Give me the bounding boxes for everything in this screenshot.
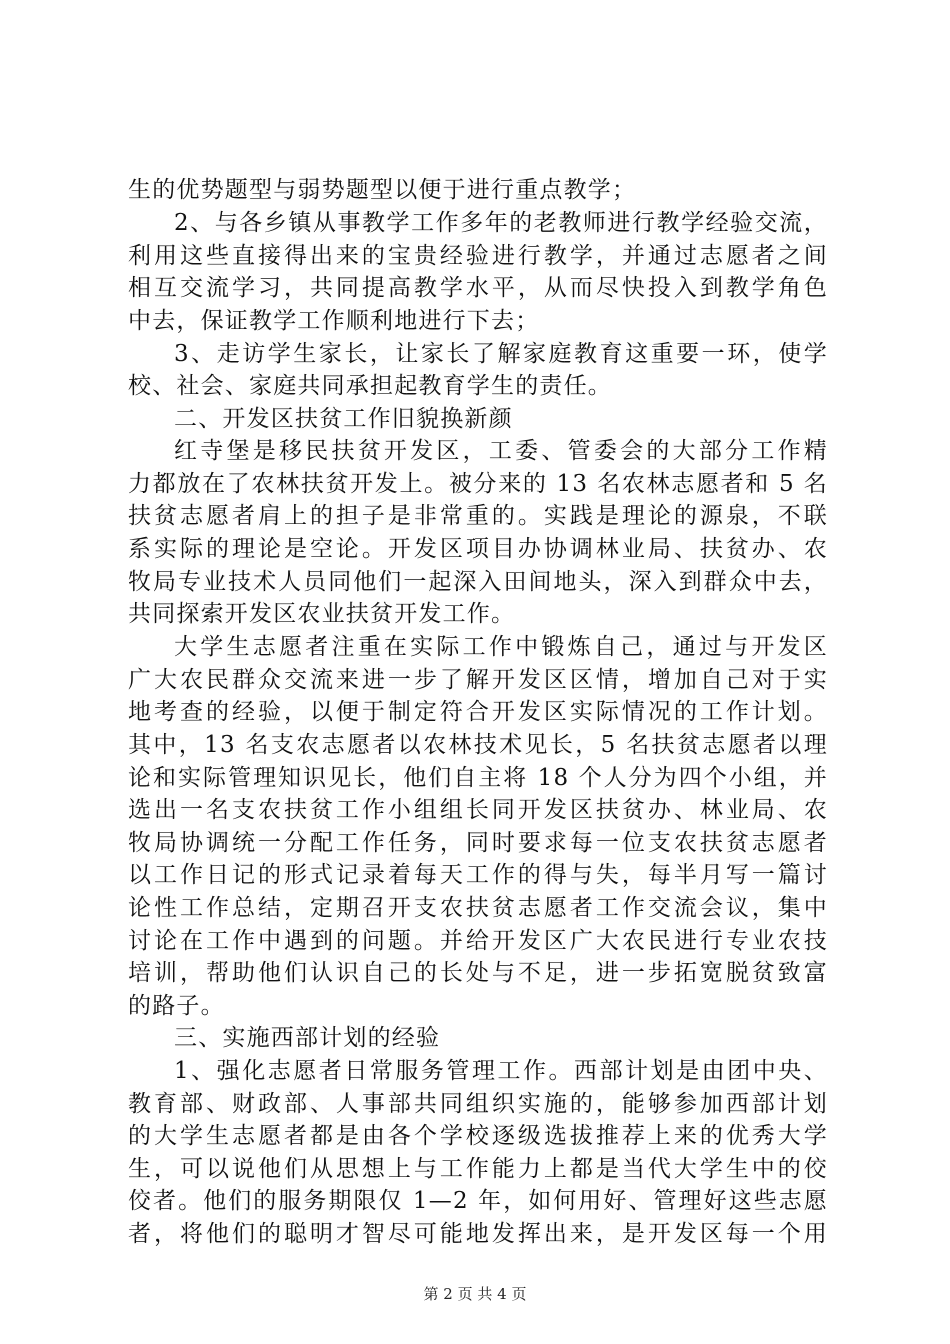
text-line: 1、强化志愿者日常服务管理工作。西部计划是由团中央、 xyxy=(174,1058,828,1084)
text-line: 扶贫志愿者肩上的担子是非常重的。实践是理论的源泉，不联 xyxy=(128,503,828,529)
text-line: 系实际的理论是空论。开发区项目办协调林业局、扶贫办、农 xyxy=(128,536,828,562)
text-line: 讨论在工作中遇到的问题。并给开发区广大农民进行专业农技 xyxy=(128,928,828,954)
text-line: 2、与各乡镇从事教学工作多年的老教师进行教学经验交流， xyxy=(174,210,828,236)
text-line: 者，将他们的聪明才智尽可能地发挥出来，是开发区每一个用 xyxy=(128,1221,828,1247)
text-line: 地考查的经验，以便于制定符合开发区实际情况的工作计划。 xyxy=(128,699,828,725)
text-line: 培训，帮助他们认识自己的长处与不足，进一步拓宽脱贫致富 xyxy=(128,960,828,986)
text-line: 佼者。他们的服务期限仅 1—2 年，如何用好、管理好这些志愿 xyxy=(128,1188,828,1214)
text-line: 其中，13 名支农志愿者以农林技术见长，5 名扶贫志愿者以理 xyxy=(128,732,828,758)
text-line: 校、社会、家庭共同承担起教育学生的责任。 xyxy=(128,373,612,399)
text-line: 生，可以说他们从思想上与工作能力上都是当代大学生中的佼 xyxy=(128,1156,828,1182)
text-line: 牧局专业技术人员同他们一起深入田间地头，深入到群众中去， xyxy=(128,569,828,595)
text-line: 生的优势题型与弱势题型以便于进行重点教学； xyxy=(128,177,637,203)
text-line: 红寺堡是移民扶贫开发区，工委、管委会的大部分工作精 xyxy=(174,438,828,464)
text-line: 的大学生志愿者都是由各个学校逐级选拔推荐上来的优秀大学 xyxy=(128,1123,828,1149)
text-line: 广大农民群众交流来进一步了解开发区区情，增加自己对于实 xyxy=(128,667,828,693)
text-line: 教育部、财政部、人事部共同组织实施的，能够参加西部计划 xyxy=(128,1091,828,1117)
text-line: 3、走访学生家长，让家长了解家庭教育这重要一环，使学 xyxy=(174,341,828,367)
text-line: 选出一名支农扶贫工作小组组长同开发区扶贫办、林业局、农 xyxy=(128,797,828,823)
text-line: 以工作日记的形式记录着每天工作的得与失，每半月写一篇讨 xyxy=(128,862,828,888)
text-line: 共同探索开发区农业扶贫开发工作。 xyxy=(128,601,516,627)
text-line: 论和实际管理知识见长，他们自主将 18 个人分为四个小组，并 xyxy=(128,765,828,791)
page-number-footer: 第 2 页 共 4 页 xyxy=(423,1285,527,1303)
text-line: 的路子。 xyxy=(128,993,225,1019)
text-line: 论性工作总结，定期召开支农扶贫志愿者工作交流会议，集中 xyxy=(128,895,828,921)
text-line: 牧局协调统一分配工作任务，同时要求每一位支农扶贫志愿者 xyxy=(128,830,828,856)
text-line: 中去，保证教学工作顺利地进行下去； xyxy=(128,308,540,334)
text-line: 大学生志愿者注重在实际工作中锻炼自己，通过与开发区 xyxy=(174,634,828,660)
text-line: 相互交流学习，共同提高教学水平，从而尽快投入到教学角色 xyxy=(128,275,828,301)
section-heading: 三、实施西部计划的经验 xyxy=(174,1025,441,1051)
section-heading: 二、开发区扶贫工作旧貌换新颜 xyxy=(174,406,513,432)
text-line: 利用这些直接得出来的宝贵经验进行教学，并通过志愿者之间 xyxy=(128,243,828,269)
text-line: 力都放在了农林扶贫开发上。被分来的 13 名农林志愿者和 5 名 xyxy=(128,471,828,497)
